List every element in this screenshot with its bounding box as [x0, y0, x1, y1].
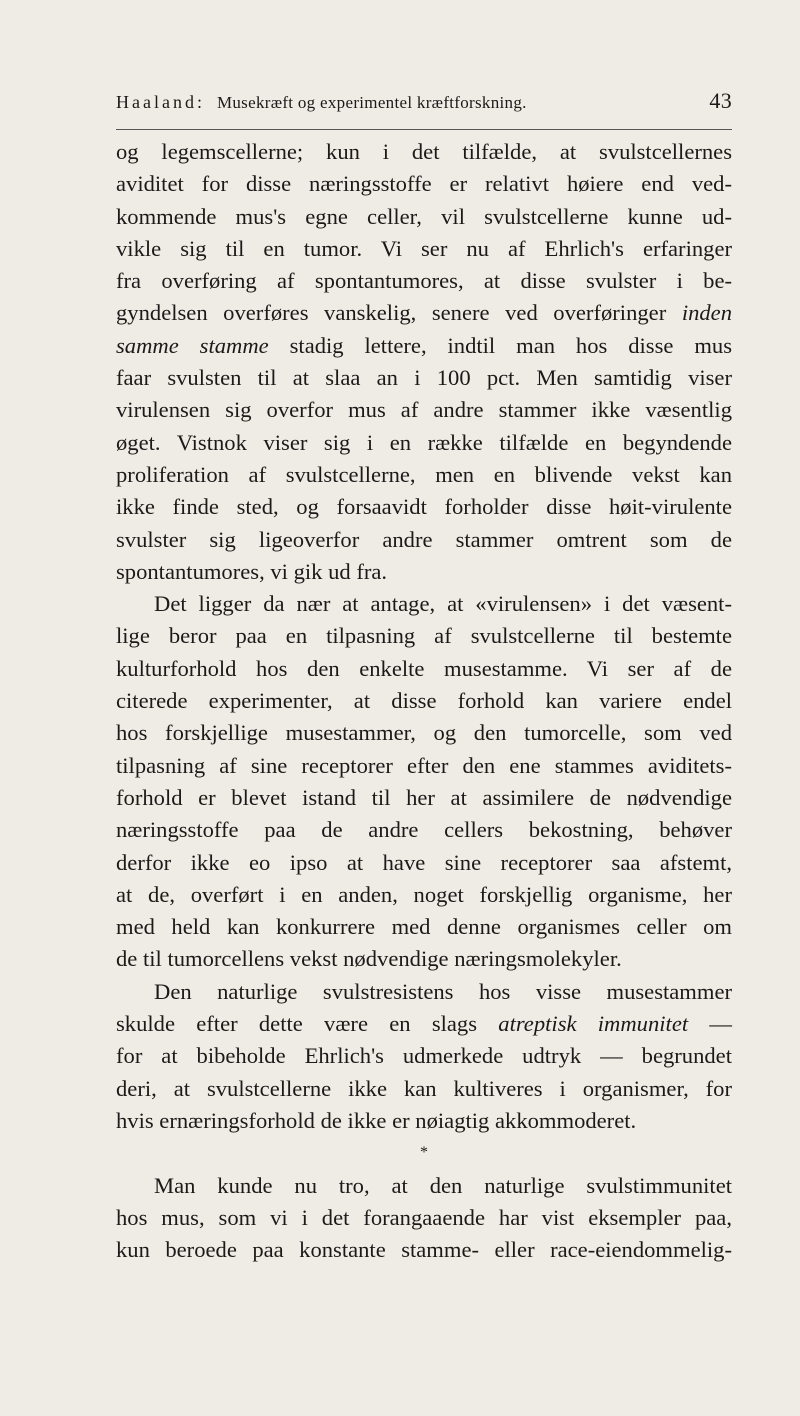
- paragraph-start: Det ligger da nær at antage, at «virulensen» i det væsent-: [154, 591, 732, 617]
- text-line: derfor ikke eo ipso at have sine receptorer saa afstemt,: [116, 849, 732, 875]
- text-line: [116, 1008, 732, 1040]
- text-run: stadig lettere, indtil man hos disse mus: [289, 332, 732, 358]
- text-line: de til tumorcellens vekst nødvendige næringsmolekyler.: [116, 946, 622, 972]
- text-line: virulensen sig overfor mus af andre stammer ikke væsentlig: [116, 397, 732, 423]
- text-line: vikle sig til en tumor. Vi ser nu af Ehrlich's erfaringer: [116, 235, 732, 261]
- text-line: faar svulsten til at slaa an i 100 pct. Men samtidig viser: [116, 365, 732, 391]
- text-line: lige beror paa en tilpasning af svulstcellerne til bestemte: [116, 623, 732, 649]
- header-author: Haaland:: [116, 92, 205, 112]
- italic-emphasis: inden: [681, 300, 733, 326]
- text-line: næringsstoffe paa de andre cellers bekostning, behøver: [116, 817, 732, 843]
- italic-emphasis: samme stamme: [116, 332, 269, 358]
- text-line: øget. Vistnok viser sig i en række tilfælde en begyndende: [116, 429, 732, 455]
- text-line: hos mus, som vi i det forangaaende har vist eksempler paa,: [116, 1204, 732, 1230]
- text-line: citerede experimenter, at disse forhold kan variere endel: [116, 688, 732, 714]
- text-line: aviditet for disse næringsstoffe er relativt høiere end ved-: [116, 171, 732, 197]
- text-line: kulturforhold hos den enkelte musestamme. Vi ser af de: [116, 655, 732, 681]
- paragraph-start: Den naturlige svulstresistens hos visse musestammer: [154, 978, 732, 1004]
- text-line: kommende mus's egne celler, vil svulstcellerne kunne ud-: [116, 203, 732, 229]
- running-header: [116, 88, 732, 122]
- text-line: med held kan konkurrere med denne organismes celler om: [116, 914, 732, 940]
- text-line: forhold er blevet istand til her at assimilere de nødvendige: [116, 784, 732, 810]
- text-line: kun beroede paa konstante stamme- eller race-eiendommelig-: [116, 1237, 732, 1263]
- section-separator: *: [420, 1144, 428, 1162]
- text-line: fra overføring af spontantumores, at disse svulster i be-: [116, 268, 732, 294]
- text-line: hos forskjellige musestammer, og den tumorcelle, som ved: [116, 720, 732, 746]
- text-line: ikke finde sted, og forsaavidt forholder disse høit-virulente: [116, 494, 732, 520]
- text-line: og legemscellerne; kun i det tilfælde, at svulstcellernes: [116, 139, 732, 164]
- text-line: hvis ernæringsforhold de ikke er nøiagtig akkommoderet.: [116, 1107, 637, 1133]
- header-rule: [116, 129, 732, 130]
- italic-emphasis: atreptisk immunitet: [498, 1011, 689, 1037]
- text-run: —: [709, 1011, 732, 1037]
- paragraph-start: Man kunde nu tro, at den naturlige svulstimmunitet: [154, 1172, 732, 1198]
- page-number: 43: [709, 88, 732, 113]
- text-line: [116, 297, 732, 329]
- text-line: deri, at svulstcellerne ikke kan kultiveres i organismer, for: [116, 1075, 732, 1101]
- text-line: svulster sig ligeoverfor andre stammer omtrent som de: [116, 526, 732, 552]
- text-line: spontantumores, vi gik ud fra.: [116, 558, 388, 584]
- text-line: for at bibeholde Ehrlich's udmerkede udtryk — begrundet: [116, 1043, 732, 1069]
- text-run: gyndelsen overføres vanskelig, senere ved overføringer: [116, 300, 667, 326]
- text-run: skulde efter dette være en slags: [116, 1011, 478, 1037]
- header-title: Musekræft og experimentel kræftforskning.: [216, 93, 527, 112]
- text-line: proliferation af svulstcellerne, men en blivende vekst kan: [116, 461, 732, 487]
- text-line: tilpasning af sine receptorer efter den ene stammes aviditets-: [116, 752, 732, 778]
- text-line: [116, 330, 732, 362]
- body-text: [116, 136, 732, 1266]
- text-line: at de, overført i en anden, noget forskjellig organisme, her: [116, 881, 732, 907]
